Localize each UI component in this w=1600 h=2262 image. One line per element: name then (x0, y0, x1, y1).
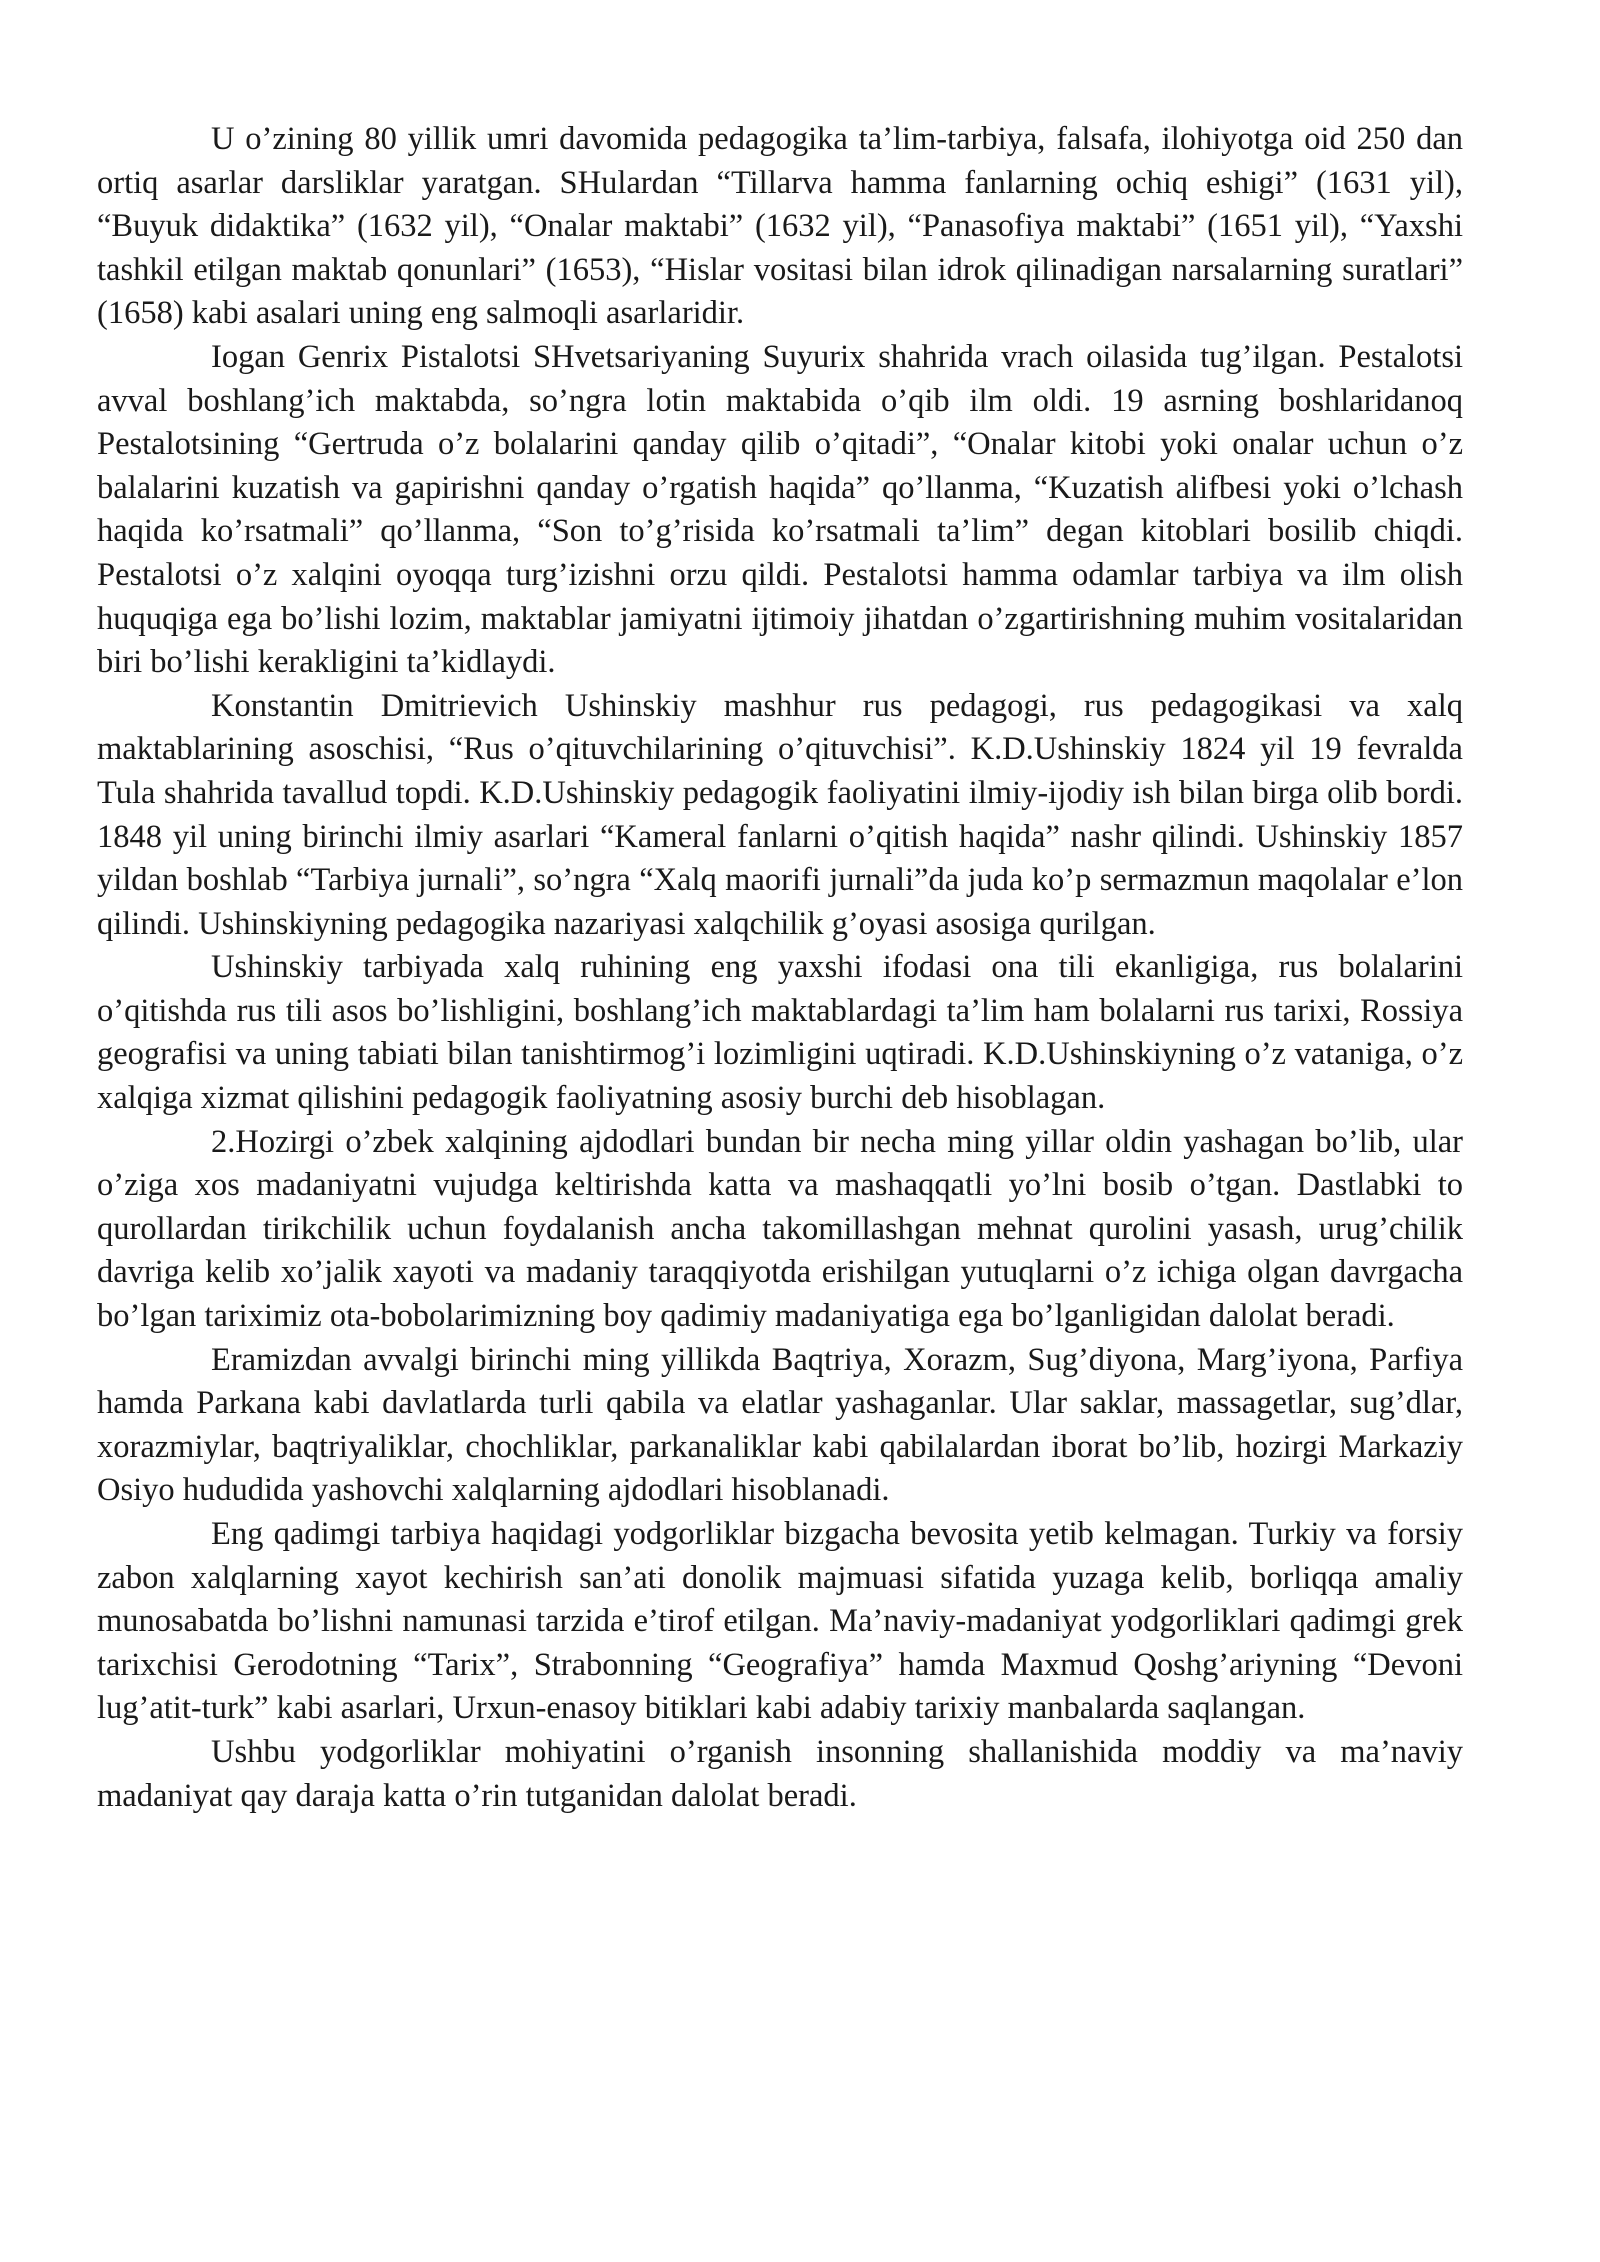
document-page (97, 118, 1463, 1818)
paragraph-conclusion: Ushbu yodgorliklar mohiyatini o’rganish insonning shallanishida moddiy va ma’naviy madaniyat qay daraja katta o’rin tutganidan dalolat beradi. (97, 1733, 1463, 1814)
paragraph-ancient-monuments: Eng qadimgi tarbiya haqidagi yodgorliklar bizgacha bevosita yetib kelmagan. Turkiy va forsiy zabon xalqlarning xayot kechirish san’ati donolik majmuasi sifatida yuzaga kelib, borliqqa amaliy munosabatda bo’lishni namunasi tarzida e’tirof etilgan. Ma’naviy-madaniyat yodgorliklari qadimgi grek tarixchisi Gerodotning “Tarix”, Strabonning “Geografiya” hamda Maxmud Qoshg’ariyning “Devoni lug’atit-turk” kabi asarlari, Urxun-enasoy bitiklari kabi adabiy tarixiy manbalarda saqlangan. (97, 1516, 1463, 1727)
paragraph-comenius-works: U o’zining 80 yillik umri davomida pedagogika ta’lim-tarbiya, falsafa, ilohiyotga oid 250 dan ortiq asarlar darsliklar yaratgan. SHulardan “Tillarva hamma fanlarning ochiq eshigi” (1631 yil), “Buyuk didaktika” (1632 yil), “Onalar maktabi” (1632 yil), “Panasofiya maktabi” (1651 yil), “Yaxshi tashkil etilgan maktab qonunlari” (1653), “Hislar vositasi bilan idrok qilinadigan narsalarning suratlari” (1658) kabi asalari uning eng salmoqli asarlaridir. (97, 121, 1463, 332)
paragraph-ushinsky-biography: Konstantin Dmitrievich Ushinskiy mashhur rus pedagogi, rus pedagogikasi va xalq maktablarining asoschisi, “Rus o’qituvchilarining o’qituvchisi”. K.D.Ushinskiy 1824 yil 19 fevralda Tula shahrida tavallud topdi. K.D.Ushinskiy pedagogik faoliyatini ilmiy-ijodiy ish bilan birga olib bordi. 1848 yil uning birinchi ilmiy asarlari “Kameral fanlarni o’qitish haqida” nashr qilindi. Ushinskiy 1857 yildan boshlab “Tarbiya jurnali”, so’ngra “Xalq maorifi jurnali”da juda ko’p sermazmun maqolalar e’lon qilindi. Ushinskiyning pedagogika nazariyasi xalqchilik g’oyasi asosiga qurilgan. (97, 687, 1463, 942)
paragraph-uzbek-ancestors: 2.Hozirgi o’zbek xalqining ajdodlari bundan bir necha ming yillar oldin yashagan bo’lib, ular o’ziga xos madaniyatni vujudga keltirishda katta va mashaqqatli yo’lni bosib o’tgan. Dastlabki to qurollardan tirikchilik uchun foydalanish ancha takomillashgan mehnat qurolini yasash, urug’chilik davriga kelib xo’jalik xayoti va madaniy taraqqiyotda erishilgan yutuqlarni o’z ichiga olgan davrgacha bo’lgan tariximiz ota-bobolarimizning boy qadimiy madaniyatiga ega bo’lganligidan dalolat beradi. (97, 1123, 1463, 1335)
paragraph-ancient-states: Eramizdan avvalgi birinchi ming yillikda Baqtriya, Xorazm, Sug’diyona, Marg’iyona, Parfiya hamda Parkana kabi davlatlarda turli qabila va elatlar yashaganlar. Ular saklar, massagetlar, sug’dlar, xorazmiylar, baqtriyaliklar, chochliklar, parkanaliklar kabi qabilalardan iborat bo’lib, hozirgi Markaziy Osiyo hududida yashovchi xalqlarning ajdodlari hisoblanadi. (97, 1341, 1463, 1509)
paragraph-pestalozzi: Iogan Genrix Pistalotsi SHvetsariyaning Suyurix shahrida vrach oilasida tug’ilgan. Pestalotsi avval boshlang’ich maktabda, so’ngra lotin maktabida o’qib ilm oldi. 19 asrning boshlaridanoq Pestalotsining “Gertruda o’z bolalarini qanday qilib o’qitadi”, “Onalar kitobi yoki onalar uchun o’z balalarini kuzatish va gapirishni qanday o’rgatish haqida” qo’llanma, “Kuzatish alifbesi yoki o’lchash haqida ko’rsatmali” qo’llanma, “Son to’g’risida ko’rsatmali ta’lim” degan kitoblari bosilib chiqdi. Pestalotsi o’z xalqini oyoqqa turg’izishni orzu qildi. Pestalotsi hamma odamlar tarbiya va ilm olish huquqiga ega bo’lishi lozim, maktablar jamiyatni ijtimoiy jihatdan o’zgartirishning muhim vositalaridan biri bo’lishi kerakligini ta’kidlaydi. (97, 338, 1463, 681)
paragraph-ushinsky-ideas: Ushinskiy tarbiyada xalq ruhining eng yaxshi ifodasi ona tili ekanligiga, rus bolalarini o’qitishda rus tili asos bo’lishligini, boshlang’ich maktablardagi ta’lim ham bolalarni rus tarixi, Rossiya geografisi va uning tabiati bilan tanishtirmog’i lozimligini uqtiradi. K.D.Ushinskiyning o’z vataniga, o’z xalqiga xizmat qilishini pedagogik faoliyatning asosiy burchi deb hisoblagan. (97, 949, 1463, 1117)
